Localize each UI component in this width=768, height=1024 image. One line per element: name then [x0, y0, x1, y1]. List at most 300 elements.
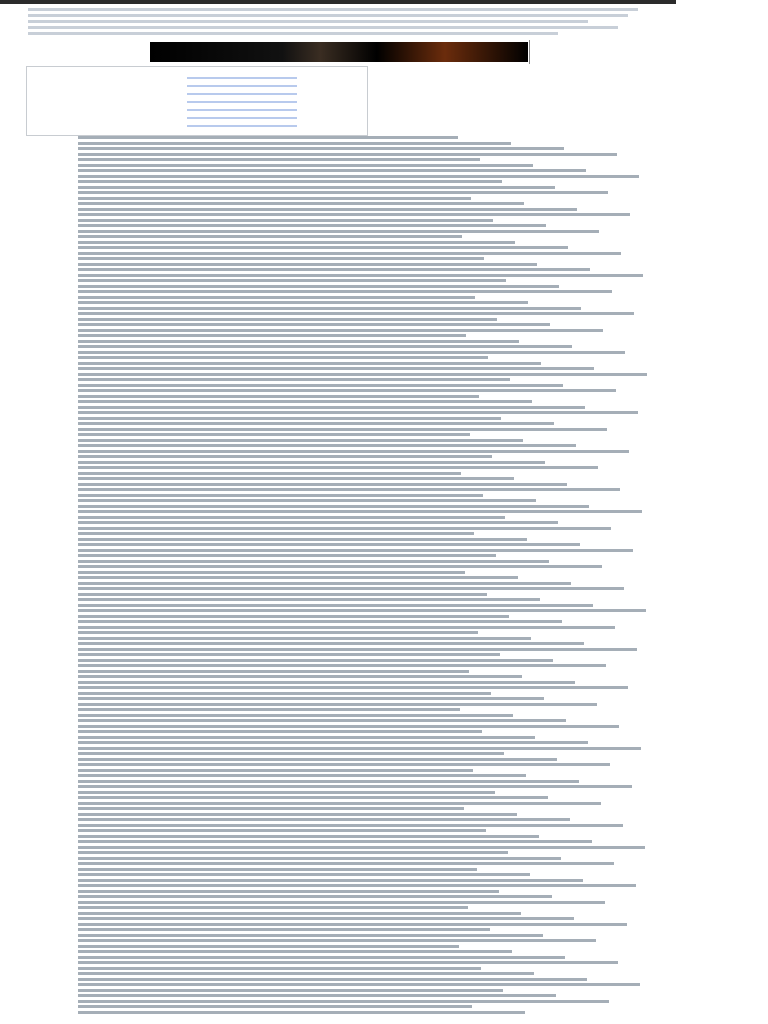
line-text [78, 692, 491, 695]
text-line [0, 340, 660, 343]
text-line [0, 494, 660, 497]
text-line [0, 1011, 660, 1014]
line-text [78, 312, 634, 315]
text-line [0, 791, 660, 794]
text-line [0, 785, 660, 788]
text-line [0, 983, 660, 986]
text-line [0, 769, 660, 772]
line-text [78, 950, 512, 953]
line-text [78, 994, 556, 997]
line-text [78, 395, 479, 398]
line-text [78, 862, 614, 865]
text-line [0, 219, 660, 222]
text-line [0, 813, 660, 816]
line-text [78, 983, 640, 986]
text-line [0, 868, 660, 871]
text-line [0, 626, 660, 629]
line-text [78, 840, 592, 843]
line-text [78, 626, 615, 629]
text-line [0, 433, 660, 436]
text-line [0, 351, 660, 354]
text-line [0, 422, 660, 425]
text-line [0, 697, 660, 700]
line-text [78, 318, 497, 321]
text-line [0, 725, 660, 728]
text-line [0, 334, 660, 337]
line-text [78, 274, 643, 277]
text-line [0, 323, 660, 326]
text-line [0, 241, 660, 244]
text-line [0, 967, 660, 970]
line-text [78, 230, 599, 233]
text-line [0, 527, 660, 530]
top-nav-bar [0, 0, 676, 4]
text-line [0, 466, 660, 469]
line-text [78, 895, 552, 898]
line-text [78, 499, 536, 502]
line-text [78, 912, 521, 915]
text-line [0, 752, 660, 755]
text-line [0, 807, 660, 810]
text-line [0, 565, 660, 568]
text-line [0, 543, 660, 546]
text-line [0, 472, 660, 475]
line-text [78, 939, 596, 942]
text-line [0, 202, 660, 205]
line-text [78, 351, 625, 354]
text-line [0, 164, 660, 167]
text-line [0, 653, 660, 656]
text-line [0, 439, 660, 442]
line-text [78, 978, 587, 981]
line-text [78, 433, 470, 436]
text-line [0, 488, 660, 491]
line-text [78, 873, 530, 876]
text-line [0, 763, 660, 766]
line-text [78, 488, 620, 491]
text-line [0, 906, 660, 909]
line-text [78, 208, 577, 211]
line-text [78, 472, 461, 475]
text-line [0, 818, 660, 821]
text-line [0, 389, 660, 392]
line-text [78, 1011, 525, 1014]
text-line [0, 758, 660, 761]
line-text [78, 675, 522, 678]
line-text [78, 345, 572, 348]
line-text [78, 813, 517, 816]
line-text [78, 648, 637, 651]
line-text [78, 246, 568, 249]
text-line [0, 521, 660, 524]
text-line [0, 928, 660, 931]
text-line [0, 582, 660, 585]
line-text [78, 527, 611, 530]
line-text [78, 752, 504, 755]
line-text [78, 785, 632, 788]
line-text [78, 708, 460, 711]
line-text [78, 549, 633, 552]
line-text [78, 389, 616, 392]
text-line [0, 774, 660, 777]
line-text [78, 686, 628, 689]
text-line [0, 879, 660, 882]
text-line [0, 648, 660, 651]
line-text [78, 378, 510, 381]
line-text [78, 697, 544, 700]
text-line [0, 246, 660, 249]
line-text [78, 180, 502, 183]
line-text [78, 213, 630, 216]
text-line [0, 450, 660, 453]
line-text [78, 725, 619, 728]
text-line [0, 356, 660, 359]
text-line [0, 279, 660, 282]
text-line [0, 395, 660, 398]
line-text [78, 494, 483, 497]
text-line [0, 851, 660, 854]
text-line [0, 411, 660, 414]
line-text [78, 730, 482, 733]
line-text [78, 780, 579, 783]
line-text [78, 851, 508, 854]
line-text [78, 598, 540, 601]
line-text [78, 736, 535, 739]
text-line [0, 384, 660, 387]
line-text [78, 175, 639, 178]
line-text [78, 972, 534, 975]
line-text [78, 373, 647, 376]
text-line [0, 224, 660, 227]
text-line [0, 934, 660, 937]
text-line [0, 532, 660, 535]
text-line [0, 191, 660, 194]
text-line [0, 840, 660, 843]
text-line [0, 290, 660, 293]
text-line [0, 659, 660, 662]
line-text [78, 532, 474, 535]
line-text [78, 714, 513, 717]
text-line [0, 406, 660, 409]
line-text [78, 917, 574, 920]
text-line [0, 994, 660, 997]
line-text [78, 257, 484, 260]
line-text [78, 868, 477, 871]
text-line [0, 747, 660, 750]
line-text [78, 268, 590, 271]
line-text [78, 241, 515, 244]
text-line [0, 461, 660, 464]
line-text [78, 928, 490, 931]
line-text [78, 829, 486, 832]
line-text [78, 818, 570, 821]
text-line [0, 175, 660, 178]
line-text [78, 653, 500, 656]
text-line [0, 263, 660, 266]
text-line [0, 945, 660, 948]
line-text [78, 422, 554, 425]
line-text [78, 252, 621, 255]
line-text [78, 587, 624, 590]
line-text [78, 356, 488, 359]
infobox [26, 66, 368, 136]
text-line [0, 505, 660, 508]
text-line [0, 378, 660, 381]
text-line [0, 615, 660, 618]
text-line [0, 549, 660, 552]
text-line [0, 835, 660, 838]
text-line [0, 736, 660, 739]
line-text [78, 521, 558, 524]
text-line [0, 884, 660, 887]
text-line [0, 417, 660, 420]
line-text [78, 400, 532, 403]
line-text [78, 340, 519, 343]
line-text [78, 510, 642, 513]
text-line [0, 428, 660, 431]
line-text [78, 956, 565, 959]
line-text [78, 334, 466, 337]
text-line [0, 692, 660, 695]
text-line [0, 802, 660, 805]
text-line [0, 587, 660, 590]
text-line [0, 158, 660, 161]
text-line [0, 598, 660, 601]
text-line [0, 857, 660, 860]
text-line [0, 554, 660, 557]
line-text [78, 439, 523, 442]
line-text [78, 197, 471, 200]
line-text [78, 516, 505, 519]
text-line [0, 890, 660, 893]
line-text [78, 774, 526, 777]
line-text [78, 235, 462, 238]
line-text [78, 224, 546, 227]
text-line [0, 670, 660, 673]
divider [529, 40, 530, 64]
line-text [78, 290, 612, 293]
line-text [78, 989, 503, 992]
line-text [78, 406, 585, 409]
line-text [78, 681, 575, 684]
line-text [78, 444, 576, 447]
text-line [0, 571, 660, 574]
line-text [78, 367, 594, 370]
text-line [0, 780, 660, 783]
line-text [78, 758, 557, 761]
main-content [0, 136, 660, 1020]
line-text [78, 906, 468, 909]
line-text [78, 158, 480, 161]
line-text [78, 807, 464, 810]
line-text [78, 219, 493, 222]
line-text [78, 477, 514, 480]
line-text [78, 670, 469, 673]
text-line [0, 675, 660, 678]
text-line [0, 576, 660, 579]
text-line [0, 307, 660, 310]
text-line [0, 664, 660, 667]
line-text [78, 615, 509, 618]
text-line [0, 642, 660, 645]
text-line [0, 901, 660, 904]
text-line [0, 455, 660, 458]
text-line [0, 477, 660, 480]
text-line [0, 345, 660, 348]
line-text [78, 796, 548, 799]
text-line [0, 824, 660, 827]
line-text [78, 890, 499, 893]
text-line [0, 730, 660, 733]
line-text [78, 637, 531, 640]
line-text [78, 505, 589, 508]
text-line [0, 142, 660, 145]
text-line [0, 147, 660, 150]
line-text [78, 307, 581, 310]
line-text [78, 142, 511, 145]
text-line [0, 972, 660, 975]
text-line [0, 169, 660, 172]
text-line [0, 136, 660, 139]
text-line [0, 719, 660, 722]
text-line [0, 560, 660, 563]
text-line [0, 956, 660, 959]
text-line [0, 516, 660, 519]
line-text [78, 186, 555, 189]
text-line [0, 604, 660, 607]
text-line [0, 301, 660, 304]
text-line [0, 796, 660, 799]
line-text [78, 642, 584, 645]
line-text [78, 461, 545, 464]
text-line [0, 912, 660, 915]
text-line [0, 637, 660, 640]
line-text [78, 664, 606, 667]
text-line [0, 180, 660, 183]
text-line [0, 1000, 660, 1003]
line-text [78, 543, 580, 546]
line-text [78, 323, 550, 326]
text-line [0, 268, 660, 271]
text-line [0, 510, 660, 513]
line-text [78, 934, 543, 937]
text-line [0, 895, 660, 898]
line-text [78, 450, 629, 453]
line-text [78, 747, 641, 750]
line-text [78, 417, 501, 420]
line-text [78, 802, 601, 805]
line-text [78, 967, 481, 970]
text-line [0, 483, 660, 486]
line-text [78, 411, 638, 414]
line-text [78, 164, 533, 167]
line-text [78, 945, 459, 948]
line-text [78, 620, 562, 623]
line-text [78, 565, 602, 568]
line-text [78, 202, 524, 205]
line-text [78, 153, 617, 156]
text-line [0, 829, 660, 832]
text-line [0, 400, 660, 403]
line-text [78, 923, 627, 926]
text-line [0, 961, 660, 964]
line-text [78, 582, 571, 585]
line-text [78, 835, 539, 838]
text-line [0, 846, 660, 849]
text-line [0, 318, 660, 321]
text-line [0, 329, 660, 332]
line-text [78, 961, 618, 964]
text-line [0, 257, 660, 260]
text-line [0, 950, 660, 953]
text-line [0, 499, 660, 502]
line-text [78, 455, 492, 458]
line-text [78, 279, 506, 282]
text-line [0, 708, 660, 711]
line-text [78, 301, 528, 304]
text-line [0, 686, 660, 689]
line-text [78, 263, 537, 266]
text-line [0, 538, 660, 541]
line-text [78, 428, 607, 431]
text-line [0, 296, 660, 299]
line-text [78, 466, 598, 469]
line-text [78, 884, 636, 887]
text-line [0, 978, 660, 981]
line-text [78, 846, 645, 849]
text-line [0, 923, 660, 926]
text-line [0, 620, 660, 623]
text-line [0, 235, 660, 238]
line-text [78, 147, 564, 150]
text-line [0, 631, 660, 634]
line-text [78, 1000, 609, 1003]
text-line [0, 714, 660, 717]
text-line [0, 939, 660, 942]
text-line [0, 989, 660, 992]
line-text [78, 659, 553, 662]
text-line [0, 681, 660, 684]
text-line [0, 703, 660, 706]
text-line [0, 197, 660, 200]
text-line [0, 153, 660, 156]
line-text [78, 857, 561, 860]
line-text [78, 609, 646, 612]
line-text [78, 554, 496, 557]
text-line [0, 230, 660, 233]
line-text [78, 329, 603, 332]
line-text [78, 741, 588, 744]
text-line [0, 213, 660, 216]
text-line [0, 362, 660, 365]
line-text [78, 136, 458, 139]
text-line [0, 862, 660, 865]
line-text [78, 1005, 472, 1008]
line-text [78, 824, 623, 827]
text-line [0, 873, 660, 876]
line-text [78, 384, 563, 387]
text-line [0, 367, 660, 370]
text-line [0, 274, 660, 277]
line-text [78, 703, 597, 706]
text-line [0, 1005, 660, 1008]
banner-image [150, 42, 528, 62]
line-text [78, 538, 527, 541]
line-text [78, 285, 559, 288]
line-text [78, 604, 593, 607]
text-line [0, 741, 660, 744]
text-line [0, 593, 660, 596]
